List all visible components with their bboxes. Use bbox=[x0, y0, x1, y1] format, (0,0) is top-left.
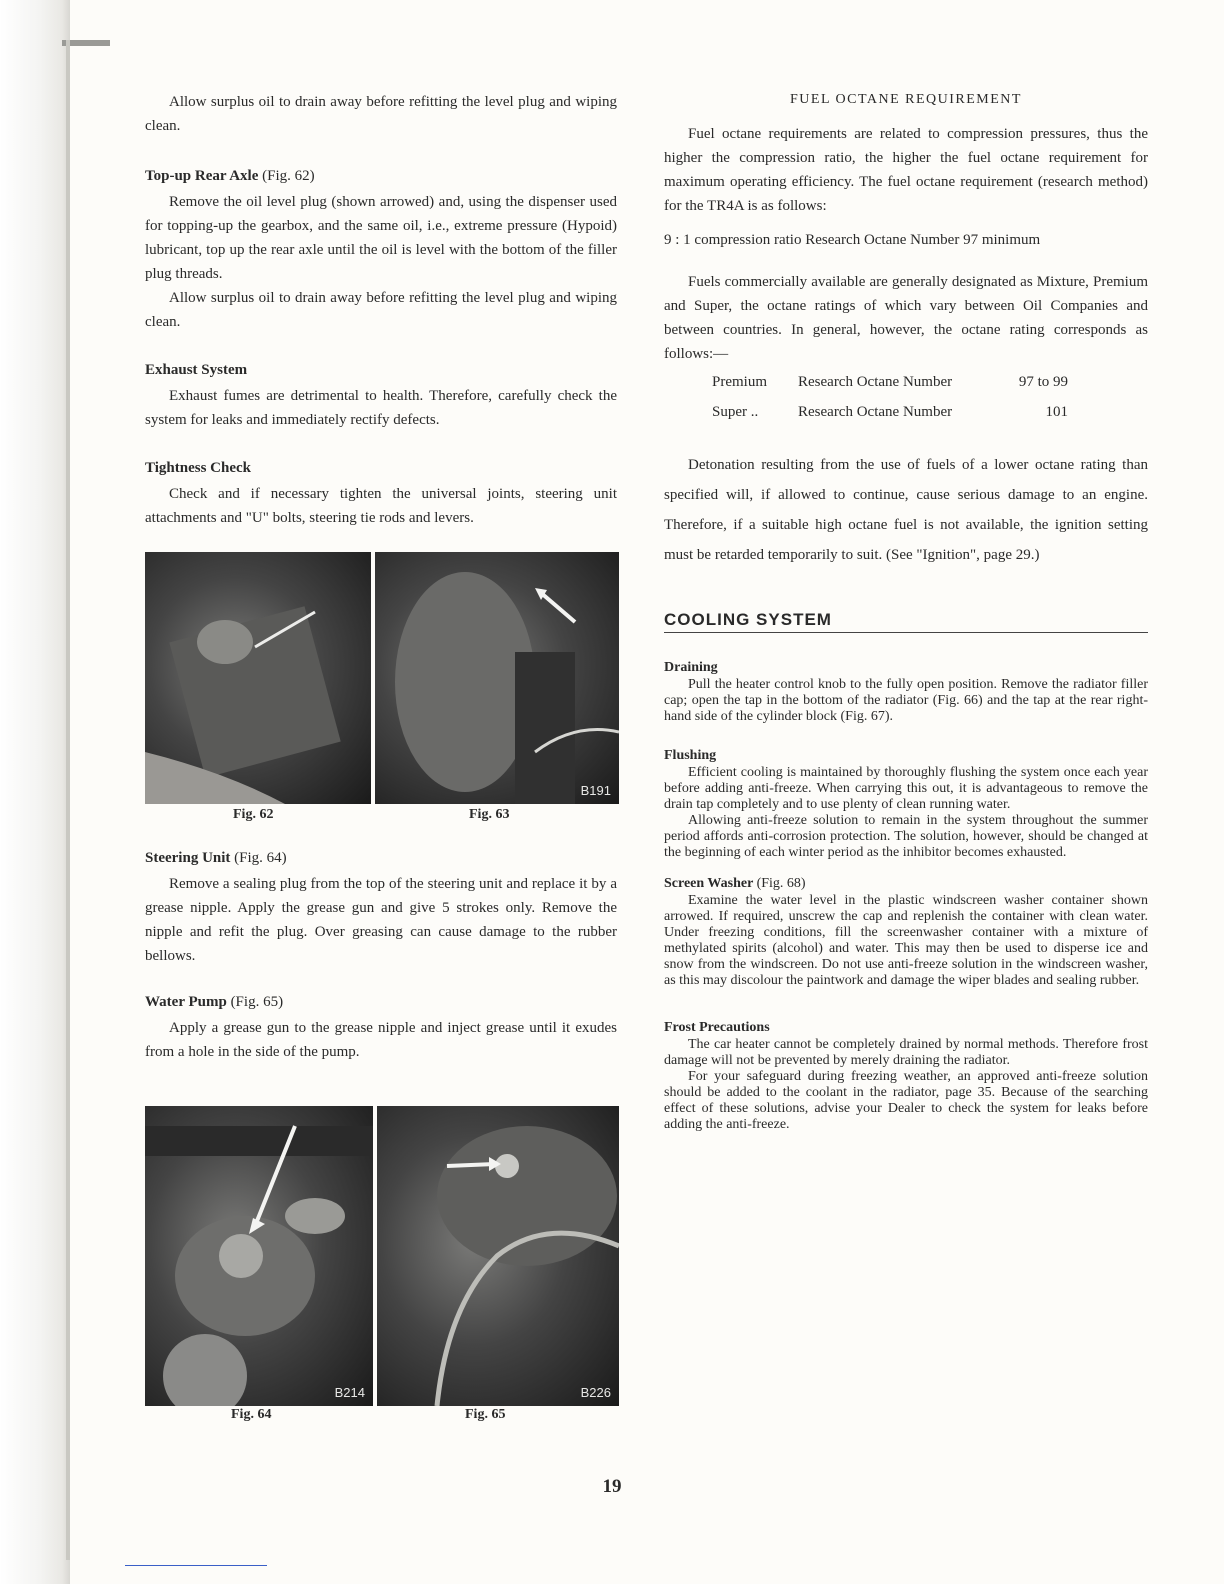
figures-62-63 bbox=[145, 552, 617, 804]
draining-paragraph: Pull the heater control knob to the fully open position. Remove the radiator filler cap; open the tap in the bottom of the radiator (Fig. 66) and the tap at the rear right-hand side of the cylinder block (Fig. 67). bbox=[664, 677, 1148, 724]
water-pump-photo-illustration bbox=[377, 1106, 619, 1406]
water-pump-heading-text: Water Pump bbox=[145, 994, 227, 1010]
steering-fig-ref: (Fig. 64) bbox=[234, 850, 287, 866]
intro-paragraph: Allow surplus oil to drain away before refitting the level plug and wiping clean. bbox=[145, 94, 617, 134]
frost-paragraph-2: For your safeguard during freezing weather, an approved anti-freeze solution should be added to the coolant in the radiator, page 35. Because of the searching effect of these solutions, advise your Dealer to check the system for leaks before adding the anti-freeze. bbox=[664, 1069, 1148, 1132]
frost-heading: Frost Precautions bbox=[664, 1020, 770, 1035]
fig-63-caption: Fig. 63 bbox=[469, 807, 510, 822]
scan-margin bbox=[0, 0, 70, 1584]
flushing-heading: Flushing bbox=[664, 748, 717, 763]
octane-paragraph-2: Fuels commercially available are generally designated as Mixture, Premium and Super, the octane ratings of which vary between Oil Companies and between countries. In general, however, the octane rating corresponds as follows:— bbox=[664, 274, 1148, 362]
frost-paragraph-1: The car heater cannot be completely drained by normal methods. Therefore frost damage will not be prevented by merely draining the radiator. bbox=[664, 1037, 1148, 1068]
fig-65-photo bbox=[377, 1106, 619, 1406]
right-column bbox=[664, 92, 1148, 1133]
flushing-paragraph-1: Efficient cooling is maintained by thoroughly flushing the system once each year before adding anti-freeze. When carrying this out, it is advantageous to remove the drain tap completely and to use plenty of clean running water. bbox=[664, 765, 1148, 812]
screen-washer-fig-ref: (Fig. 68) bbox=[756, 876, 806, 891]
tightness-paragraph: Check and if necessary tighten the universal joints, steering unit attachments and "U" bolts, steering tie rods and levers. bbox=[145, 486, 617, 526]
fig-65-tag: B226 bbox=[580, 1385, 611, 1400]
screen-washer-paragraph: Examine the water level in the plastic windscreen washer container shown arrowed. If required, unscrew the cap and replenish the container with clean water. Under freezing conditions, fill the screenwasher container with a mixture of methylated spirits (alcohol) and water. This may then be used to disperse ice and snow from the windscreen. Do not use anti-freeze solution in the windscreen washer, as this may discolour the paintwork and damage the wiper blades and sealing rubber. bbox=[664, 893, 1148, 988]
rear-axle-photo-illustration bbox=[145, 552, 371, 804]
cooling-section-rule bbox=[664, 632, 1148, 633]
figures-64-65-captions bbox=[145, 1406, 617, 1430]
octane-paragraph-3: Detonation resulting from the use of fuels of a lower octane rating than specified will, if allowed to continue, cause serious damage to an engine. Therefore, if a suitable high octane fuel is not available, the ignition setting must be retarded temporarily to suit. (See "Ignition", page 29.) bbox=[664, 457, 1148, 563]
exhaust-paragraph: Exhaust fumes are detrimental to health. Therefore, carefully check the system for leaks and immediately rectify defects. bbox=[145, 388, 617, 428]
octane-rating: Research Octane Number bbox=[798, 404, 953, 420]
fig-64-caption: Fig. 64 bbox=[231, 1407, 272, 1422]
octane-grade: Super .. bbox=[712, 404, 759, 420]
fig-64-photo bbox=[145, 1106, 373, 1406]
cooling-section-title: COOLING SYSTEM bbox=[664, 610, 832, 629]
octane-rating: Research Octane Number bbox=[798, 374, 953, 390]
rear-axle-paragraph-2: Allow surplus oil to drain away before refitting the level plug and wiping clean. bbox=[145, 290, 617, 330]
octane-value: 97 to 99 bbox=[1018, 374, 1068, 390]
octane-compression-line: 9 : 1 compression ratio Research Octane Number 97 minimum bbox=[664, 232, 1041, 248]
octane-table bbox=[712, 374, 1068, 434]
water-pump-heading bbox=[145, 992, 617, 1012]
figures-62-63-captions bbox=[145, 804, 617, 834]
exhaust-photo-illustration bbox=[375, 552, 619, 804]
steering-paragraph: Remove a sealing plug from the top of the steering unit and replace it by a grease nipple. Apply the grease gun and give 5 strokes only. Remove the nipple and refit the plug. Over greasing can cause damage to the rubber bellows. bbox=[145, 876, 617, 964]
steering-heading-text: Steering Unit bbox=[145, 850, 231, 866]
figures-64-65 bbox=[145, 1106, 617, 1406]
left-column bbox=[145, 90, 617, 1430]
water-pump-fig-ref: (Fig. 65) bbox=[230, 994, 284, 1010]
flushing-paragraph-2: Allowing anti-freeze solution to remain in the system throughout the summer period affords anti-corrosion protection. The solution, however, should be changed at the beginning of each winter period as the inhibitor becomes exhausted. bbox=[664, 813, 1148, 860]
fig-63-tag: B191 bbox=[580, 783, 611, 798]
fig-62-caption: Fig. 62 bbox=[233, 807, 274, 822]
screen-washer-heading bbox=[664, 875, 1148, 893]
rear-axle-paragraph-1: Remove the oil level plug (shown arrowed) and, using the dispenser used for topping-up the gearbox, and the same oil, i.e., extreme pressure (Hypoid) lubricant, top up the rear axle until the oil is level with the bottom of the filler plug threads. bbox=[145, 194, 617, 282]
octane-heading: FUEL OCTANE REQUIREMENT bbox=[790, 92, 1022, 107]
draining-heading: Draining bbox=[664, 660, 718, 675]
rear-axle-heading-text: Top-up Rear Axle bbox=[145, 168, 259, 184]
octane-value: 101 bbox=[1045, 404, 1068, 420]
page-number: 19 bbox=[602, 1476, 622, 1497]
tightness-heading: Tightness Check bbox=[145, 460, 251, 476]
scan-gutter-line bbox=[66, 40, 70, 1560]
steering-heading bbox=[145, 848, 617, 868]
fig-65-caption: Fig. 65 bbox=[465, 1407, 506, 1422]
screen-washer-heading-text: Screen Washer bbox=[664, 876, 754, 891]
fig-64-tag: B214 bbox=[334, 1385, 365, 1400]
steering-unit-photo-illustration bbox=[145, 1106, 373, 1406]
octane-paragraph-1: Fuel octane requirements are related to compression pressures, thus the higher the compression ratio, the higher the fuel octane requirement for maximum operating efficiency. The fuel octane requirement (research method) for the TR4A is as follows: bbox=[664, 126, 1148, 214]
exhaust-heading: Exhaust System bbox=[145, 362, 248, 378]
water-pump-paragraph: Apply a grease gun to the grease nipple and inject grease until it exudes from a hole in the side of the pump. bbox=[145, 1020, 617, 1060]
fig-63-photo bbox=[375, 552, 619, 804]
octane-row bbox=[712, 404, 1068, 434]
octane-grade: Premium bbox=[712, 374, 767, 390]
fig-62-photo bbox=[145, 552, 371, 804]
scan-link-underline bbox=[125, 1565, 267, 1566]
rear-axle-heading bbox=[145, 166, 617, 186]
octane-row bbox=[712, 374, 1068, 404]
rear-axle-fig-ref: (Fig. 62) bbox=[262, 168, 315, 184]
